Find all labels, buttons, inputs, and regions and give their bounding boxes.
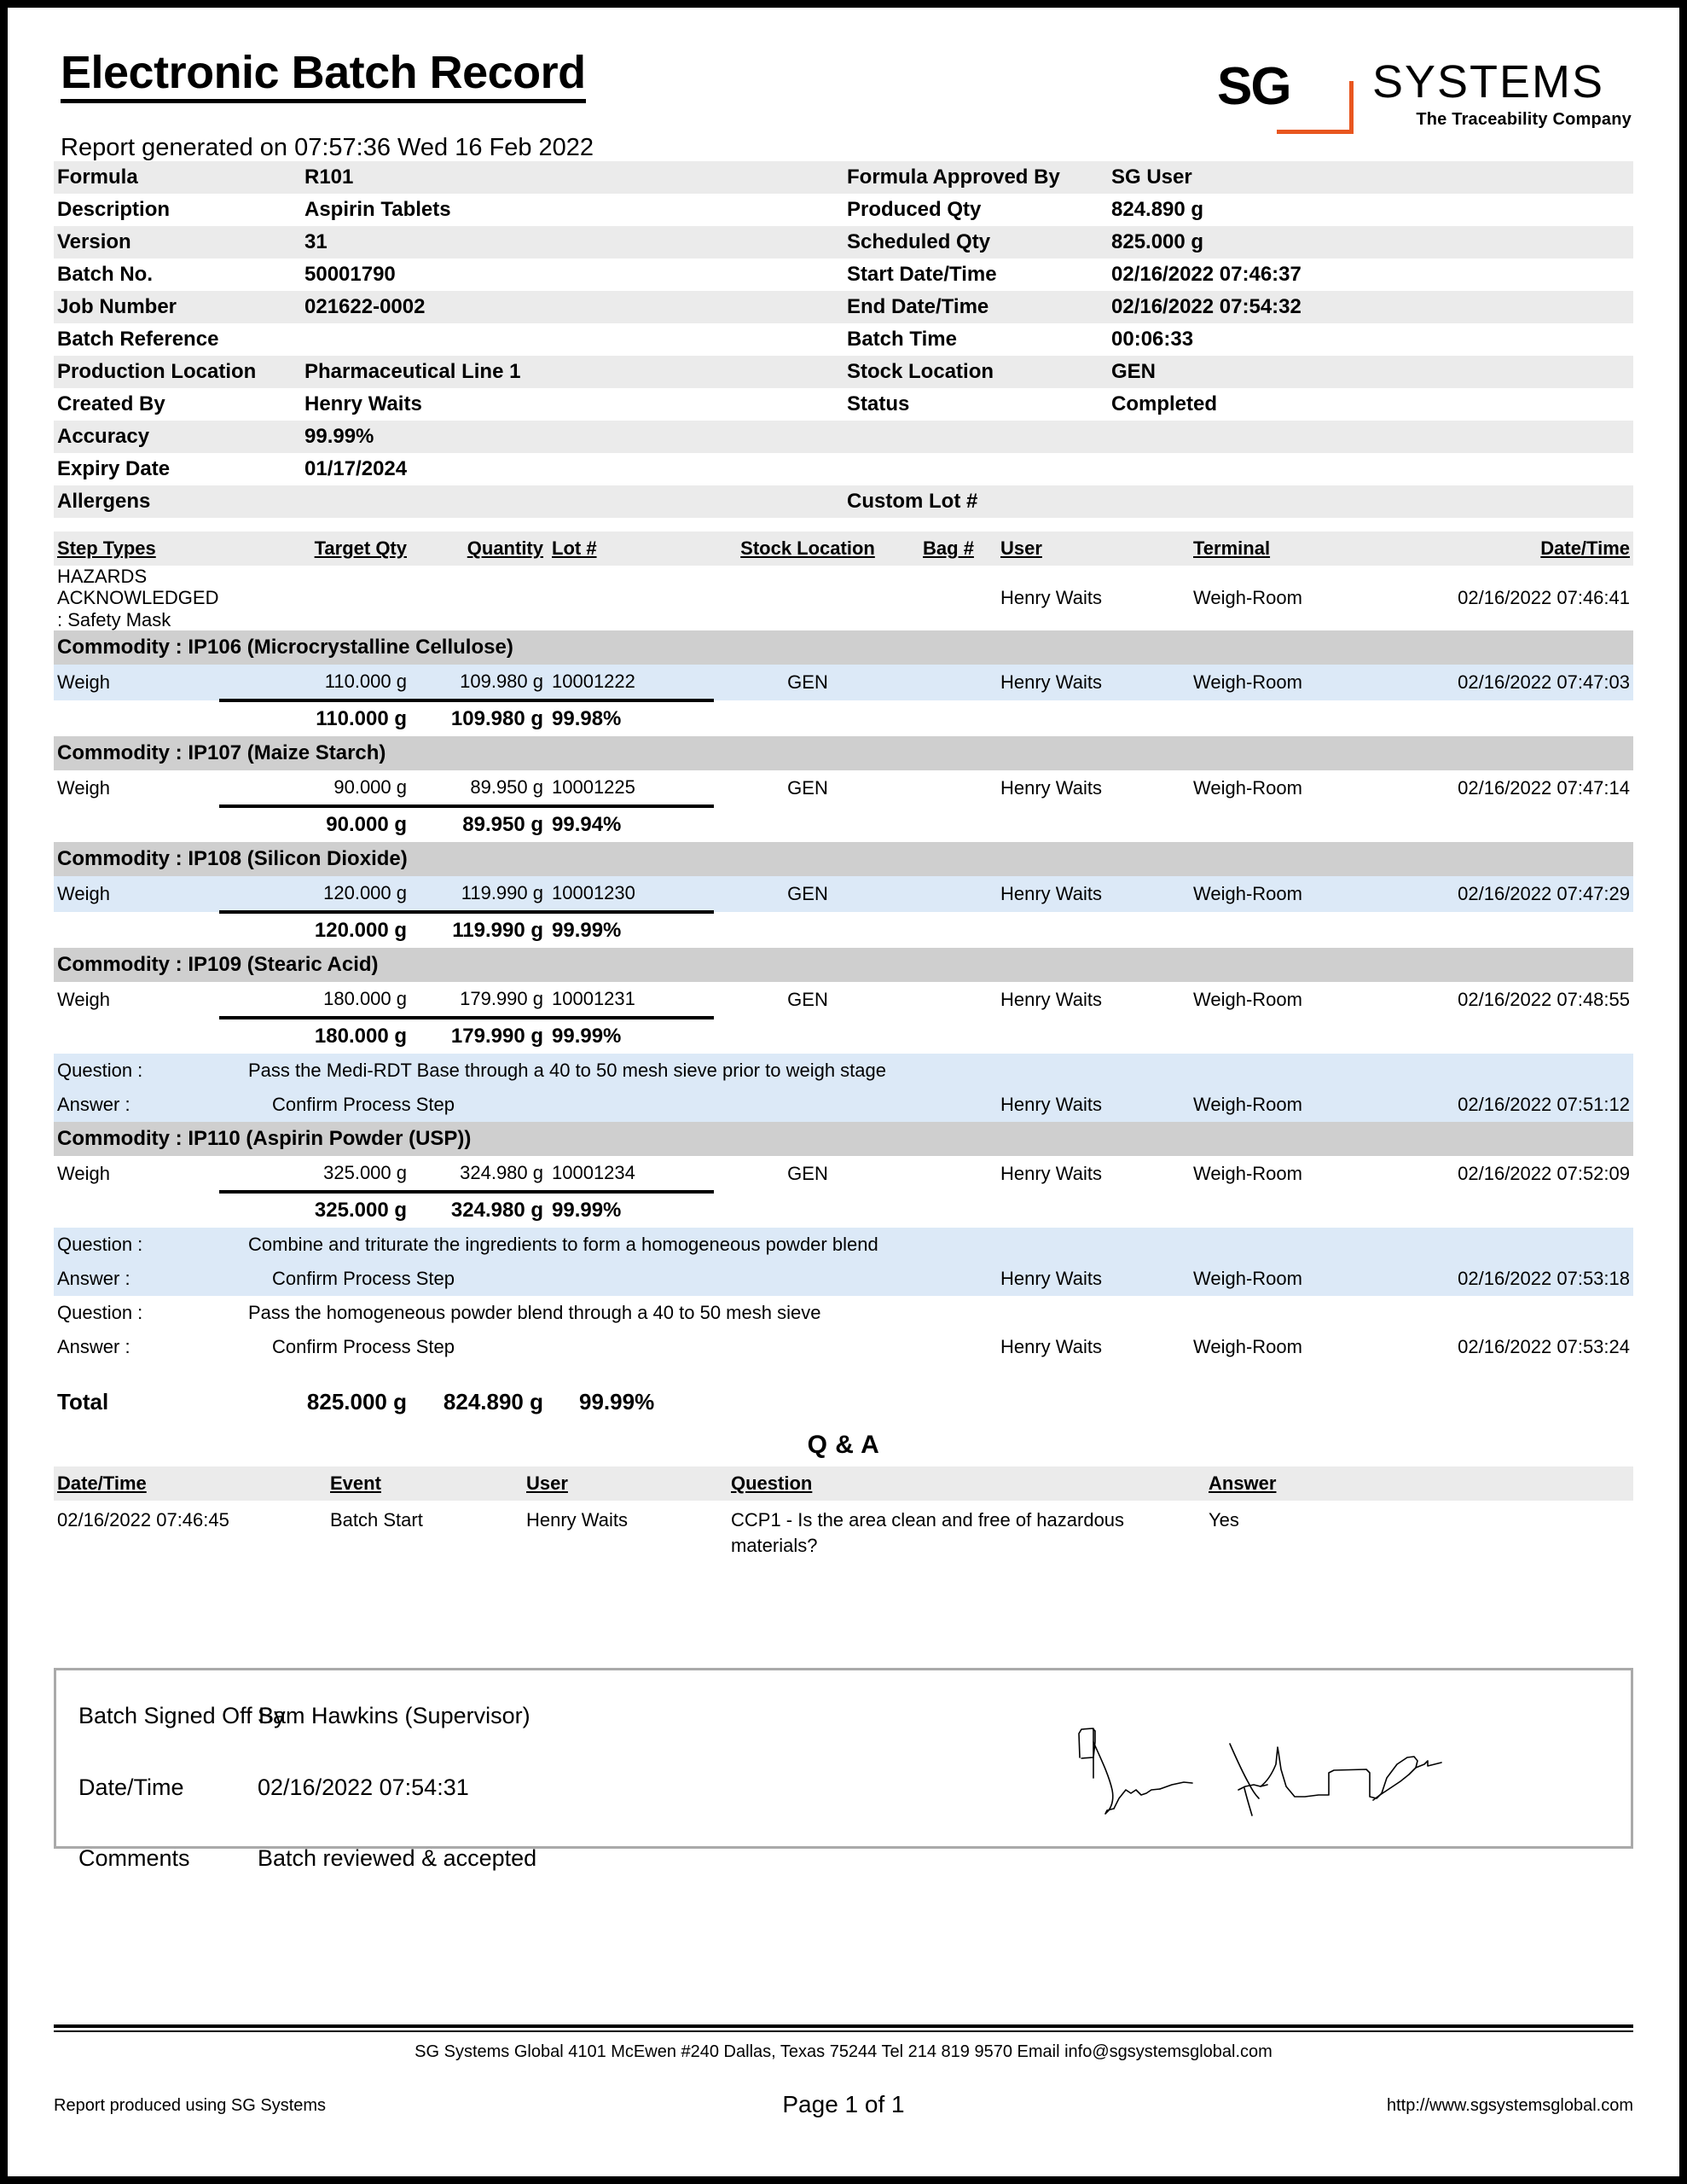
subtotal-quantity: 109.980 g — [407, 700, 543, 736]
question-text: Pass the Medi-RDT Base through a 40 to 50 mesh sieve prior to weigh stage — [219, 1054, 995, 1088]
step-datetime: 02/16/2022 07:48:55 — [1389, 982, 1633, 1018]
info-row-left-key: Production Location — [54, 356, 304, 388]
question-spacer-terminal — [1188, 1054, 1389, 1088]
subtotal-accuracy: 99.98% — [543, 700, 714, 736]
logo-tagline: The Traceability Company — [1416, 110, 1632, 129]
step-quantity: 179.990 g — [407, 982, 543, 1018]
commodity-subtotal-row — [54, 806, 1633, 842]
step-lot — [543, 566, 714, 630]
info-row-right-value: 02/16/2022 07:54:32 — [1111, 291, 1633, 323]
step-target-qty: 90.000 g — [219, 770, 407, 806]
subtotal-target-qty: 120.000 g — [219, 912, 407, 948]
question-spacer-user — [995, 1228, 1188, 1262]
total-spacer-stock — [714, 1364, 901, 1415]
qa-col-answer: Answer — [1209, 1472, 1277, 1495]
step-datetime: 02/16/2022 07:46:41 — [1389, 566, 1633, 630]
total-label: Total — [57, 1389, 109, 1414]
page-title: Electronic Batch Record — [61, 49, 586, 103]
info-row-right-value: 825.000 g — [1111, 226, 1633, 258]
answer-user: Henry Waits — [995, 1262, 1188, 1296]
info-row — [54, 194, 1633, 226]
footer-website-url: http://www.sgsystemsglobal.com — [1387, 2096, 1633, 2115]
col-bag: Bag # — [923, 537, 974, 560]
step-row — [54, 1156, 1633, 1192]
subtotal-spacer-bag — [901, 1018, 995, 1054]
answer-row — [54, 1088, 1633, 1122]
question-text: Pass the homogeneous powder blend through a 40 to 50 mesh sieve — [248, 1302, 821, 1324]
question-row — [54, 1296, 1633, 1330]
info-row-right-value: Completed — [1111, 392, 1218, 415]
qa-table-header — [54, 1467, 1633, 1501]
step-type: HAZARDS ACKNOWLEDGED : Safety Mask — [54, 566, 219, 630]
step-type: Weigh — [54, 1156, 219, 1192]
subtotal-spacer-datetime — [1389, 806, 1633, 842]
subtotal-accuracy: 99.99% — [543, 912, 714, 948]
question-text: Combine and triturate the ingredients to form a homogeneous powder blend — [219, 1228, 995, 1262]
step-user: Henry Waits — [995, 770, 1188, 806]
step-stock-location: GEN — [714, 665, 901, 700]
subtotal-spacer-terminal — [1188, 806, 1389, 842]
subtotal-spacer — [54, 1192, 219, 1228]
step-row — [54, 982, 1633, 1018]
info-row-left-key: Batch No. — [57, 263, 154, 286]
subtotal-quantity: 324.980 g — [407, 1192, 543, 1228]
answer-text: Confirm Process Step — [219, 1088, 995, 1122]
answer-terminal: Weigh-Room — [1193, 1336, 1302, 1358]
subtotal-spacer — [54, 1018, 219, 1054]
question-label: Question : — [57, 1302, 143, 1324]
info-row-right-value — [1111, 453, 1633, 485]
commodity-label: Commodity : IP106 (Microcrystalline Cellulose) — [54, 630, 1633, 665]
info-row-left-value — [304, 323, 847, 356]
signed-off-by-label: Batch Signed Off By — [78, 1702, 286, 1728]
col-quantity: Quantity — [467, 537, 543, 560]
question-label: Question : — [54, 1054, 219, 1088]
qa-answer: Yes — [1209, 1508, 1239, 1531]
step-quantity — [407, 566, 543, 630]
total-spacer-bag — [901, 1364, 995, 1415]
step-stock-location: GEN — [714, 1156, 901, 1192]
batch-info-table — [54, 161, 1633, 518]
step-row — [54, 566, 1633, 630]
subtotal-spacer-datetime — [1389, 912, 1633, 948]
signoff-datetime-value: 02/16/2022 07:54:31 — [258, 1774, 469, 1800]
subtotal-spacer-terminal — [1188, 700, 1389, 736]
info-row-right-value: 00:06:33 — [1111, 328, 1194, 351]
info-row-left-value: 01/17/2024 — [304, 457, 408, 480]
logo-bracket-icon — [1306, 81, 1354, 134]
subtotal-accuracy: 99.99% — [543, 1192, 714, 1228]
col-datetime: Date/Time — [1540, 537, 1630, 560]
answer-datetime: 02/16/2022 07:51:12 — [1389, 1088, 1633, 1122]
step-quantity: 119.990 g — [407, 876, 543, 912]
info-row-left-key: Job Number — [54, 291, 304, 323]
step-quantity: 89.950 g — [407, 770, 543, 806]
info-row-right-value: 824.890 g — [1111, 198, 1204, 221]
step-quantity: 324.980 g — [407, 1156, 543, 1192]
step-terminal: Weigh-Room — [1188, 770, 1389, 806]
step-datetime: 02/16/2022 07:47:03 — [1389, 665, 1633, 700]
step-terminal: Weigh-Room — [1188, 665, 1389, 700]
question-spacer-terminal — [1188, 1228, 1389, 1262]
question-spacer-datetime — [1389, 1296, 1633, 1330]
qa-datetime: 02/16/2022 07:46:45 — [57, 1508, 229, 1531]
subtotal-spacer-bag — [901, 1192, 995, 1228]
footer-divider — [54, 2024, 1633, 2032]
subtotal-spacer-datetime — [1389, 700, 1633, 736]
subtotal-target-qty: 325.000 g — [219, 1192, 407, 1228]
step-terminal: Weigh-Room — [1188, 566, 1389, 630]
info-row — [54, 161, 1633, 194]
step-user: Henry Waits — [995, 1156, 1188, 1192]
step-terminal: Weigh-Room — [1188, 982, 1389, 1018]
info-row-right-key: End Date/Time — [847, 291, 1111, 323]
commodity-subtotal-row — [54, 912, 1633, 948]
total-spacer-terminal — [1188, 1364, 1389, 1415]
commodity-subtotal-row — [54, 1018, 1633, 1054]
subtotal-spacer-stock — [714, 806, 901, 842]
info-row — [54, 258, 1633, 291]
answer-row — [54, 1330, 1633, 1364]
footer-row — [54, 2091, 1633, 2125]
step-lot: 10001222 — [543, 665, 714, 700]
question-row — [54, 1228, 1633, 1262]
question-spacer-datetime — [1389, 1228, 1633, 1262]
commodity-subtotal-row — [54, 1192, 1633, 1228]
info-row-left-value: 99.99% — [304, 421, 847, 453]
subtotal-spacer-datetime — [1389, 1018, 1633, 1054]
subtotal-accuracy: 99.94% — [543, 806, 714, 842]
signature-image — [1063, 1708, 1455, 1819]
info-row-right-value: GEN — [1111, 356, 1633, 388]
subtotal-spacer — [54, 700, 219, 736]
info-row — [54, 453, 1633, 485]
answer-datetime: 02/16/2022 07:53:24 — [1458, 1336, 1630, 1358]
qa-col-datetime: Date/Time — [57, 1472, 147, 1495]
subtotal-target-qty: 180.000 g — [219, 1018, 407, 1054]
col-lot: Lot # — [552, 537, 597, 560]
step-target-qty: 120.000 g — [219, 876, 407, 912]
info-row-right-key: Status — [847, 392, 910, 415]
step-datetime: 02/16/2022 07:52:09 — [1389, 1156, 1633, 1192]
question-spacer-user — [995, 1296, 1188, 1330]
qa-col-user: User — [526, 1472, 568, 1495]
answer-label: Answer : — [54, 1088, 219, 1122]
steps-table-header — [54, 531, 1633, 566]
info-row — [54, 421, 1633, 453]
steps-table — [54, 531, 1633, 1415]
subtotal-spacer-terminal — [1188, 1192, 1389, 1228]
step-bag — [901, 982, 995, 1018]
step-lot: 10001225 — [543, 770, 714, 806]
qa-event: Batch Start — [330, 1508, 423, 1531]
info-row-left-key: Description — [57, 198, 171, 221]
info-row-left-key: Expiry Date — [57, 457, 171, 480]
answer-user: Henry Waits — [995, 1088, 1188, 1122]
subtotal-spacer-user — [995, 1192, 1188, 1228]
step-datetime: 02/16/2022 07:47:29 — [1389, 876, 1633, 912]
info-row-right-key: Produced Qty — [847, 198, 982, 221]
subtotal-spacer-stock — [714, 700, 901, 736]
col-step-types: Step Types — [57, 537, 156, 560]
info-row-left-key: Allergens — [54, 485, 304, 518]
subtotal-spacer-datetime — [1389, 1192, 1633, 1228]
info-row-left-key: Version — [54, 226, 304, 258]
subtotal-spacer-bag — [901, 806, 995, 842]
answer-label: Answer : — [54, 1262, 219, 1296]
info-row-right-key: Stock Location — [847, 356, 1111, 388]
qa-question: CCP1 - Is the area clean and free of hazardous materials? — [731, 1508, 1125, 1556]
step-target-qty: 180.000 g — [219, 982, 407, 1018]
commodity-label: Commodity : IP107 (Maize Starch) — [54, 736, 1633, 770]
step-stock-location: GEN — [714, 876, 901, 912]
total-spacer-user — [995, 1364, 1188, 1415]
subtotal-spacer-bag — [901, 912, 995, 948]
info-row-left-value: 31 — [304, 226, 847, 258]
qa-user: Henry Waits — [526, 1508, 628, 1531]
commodity-header-row — [54, 1122, 1633, 1156]
subtotal-spacer-terminal — [1188, 912, 1389, 948]
commodity-header-row — [54, 736, 1633, 770]
report-header — [54, 8, 1633, 161]
subtotal-spacer-stock — [714, 1192, 901, 1228]
sg-systems-logo — [1205, 57, 1632, 139]
info-row-left-value: 021622-0002 — [304, 291, 847, 323]
info-row-right-key — [847, 453, 1111, 485]
step-target-qty — [219, 566, 407, 630]
subtotal-spacer-bag — [901, 700, 995, 736]
steps-total-row — [54, 1364, 1633, 1415]
step-bag — [901, 876, 995, 912]
qa-table-row — [54, 1501, 1633, 1567]
step-lot: 10001234 — [543, 1156, 714, 1192]
total-quantity: 824.890 g — [443, 1389, 543, 1414]
step-user: Henry Waits — [995, 982, 1188, 1018]
step-user: Henry Waits — [995, 566, 1188, 630]
step-stock-location — [714, 566, 901, 630]
logo-company-name: SYSTEMS — [1372, 56, 1605, 107]
step-stock-location: GEN — [714, 982, 901, 1018]
step-row — [54, 665, 1633, 700]
qa-col-question: Question — [731, 1472, 813, 1495]
info-row-left-value: R101 — [304, 161, 847, 194]
info-row — [54, 388, 1633, 421]
commodity-header-row — [54, 630, 1633, 665]
col-terminal: Terminal — [1193, 537, 1271, 560]
footer-page-number: Page 1 of 1 — [782, 2091, 905, 2117]
step-terminal: Weigh-Room — [1188, 876, 1389, 912]
footer-produced-by: Report produced using SG Systems — [54, 2096, 327, 2115]
step-datetime: 02/16/2022 07:47:14 — [1389, 770, 1633, 806]
info-row-left-key: Batch Reference — [57, 328, 219, 351]
info-row-left-key: Accuracy — [54, 421, 304, 453]
total-spacer-datetime — [1389, 1364, 1633, 1415]
signoff-comments-label: Comments — [78, 1844, 190, 1871]
commodity-header-row — [54, 948, 1633, 982]
step-terminal: Weigh-Room — [1188, 1156, 1389, 1192]
signoff-box — [54, 1668, 1633, 1871]
page-content — [8, 8, 1679, 2176]
step-target-qty: 110.000 g — [219, 665, 407, 700]
info-row-left-value — [304, 485, 847, 518]
answer-terminal: Weigh-Room — [1188, 1088, 1389, 1122]
question-spacer-datetime — [1389, 1054, 1633, 1088]
col-stock-location: Stock Location — [740, 537, 875, 560]
info-row — [54, 323, 1633, 356]
qa-col-event: Event — [330, 1472, 381, 1495]
subtotal-spacer-terminal — [1188, 1018, 1389, 1054]
info-row-right-key: Custom Lot # — [847, 485, 1111, 518]
question-row — [54, 1054, 1633, 1088]
info-row-left-value: 50001790 — [304, 263, 396, 286]
subtotal-quantity: 179.990 g — [407, 1018, 543, 1054]
info-row-left-key: Created By — [57, 392, 165, 415]
logo-mark-text: SG — [1217, 57, 1290, 116]
info-row — [54, 226, 1633, 258]
question-label: Question : — [54, 1228, 219, 1262]
commodity-header-row — [54, 842, 1633, 876]
answer-datetime: 02/16/2022 07:53:18 — [1389, 1262, 1633, 1296]
commodity-label: Commodity : IP110 (Aspirin Powder (USP)) — [54, 1122, 1633, 1156]
col-target-qty: Target Qty — [314, 537, 407, 560]
step-user: Henry Waits — [995, 876, 1188, 912]
step-type: Weigh — [54, 982, 219, 1018]
step-type: Weigh — [54, 770, 219, 806]
step-bag — [901, 566, 995, 630]
info-row-left-value: Pharmaceutical Line 1 — [304, 356, 847, 388]
subtotal-target-qty: 90.000 g — [219, 806, 407, 842]
subtotal-spacer-stock — [714, 1018, 901, 1054]
commodity-label: Commodity : IP109 (Stearic Acid) — [54, 948, 1633, 982]
info-row-right-value: SG User — [1111, 161, 1633, 194]
step-bag — [901, 665, 995, 700]
info-row — [54, 356, 1633, 388]
answer-label: Answer : — [57, 1336, 130, 1358]
info-row-left-value: Henry Waits — [304, 392, 422, 415]
step-lot: 10001231 — [543, 982, 714, 1018]
info-row-left-key: Formula — [54, 161, 304, 194]
info-row-right-key: Batch Time — [847, 328, 957, 351]
info-row-right-value — [1111, 421, 1633, 453]
subtotal-spacer-user — [995, 912, 1188, 948]
info-row — [54, 485, 1633, 518]
info-row — [54, 291, 1633, 323]
question-spacer-terminal — [1188, 1296, 1389, 1330]
subtotal-spacer — [54, 806, 219, 842]
subtotal-accuracy: 99.99% — [543, 1018, 714, 1054]
step-bag — [901, 770, 995, 806]
signoff-datetime-label: Date/Time — [78, 1774, 184, 1800]
total-target-qty: 825.000 g — [306, 1389, 407, 1414]
answer-text: Confirm Process Step — [272, 1336, 455, 1358]
qa-table — [54, 1467, 1633, 1567]
step-quantity: 109.980 g — [407, 665, 543, 700]
answer-text: Confirm Process Step — [219, 1262, 995, 1296]
subtotal-spacer-user — [995, 700, 1188, 736]
qa-section-title: Q & A — [807, 1430, 880, 1459]
subtotal-target-qty: 110.000 g — [219, 700, 407, 736]
commodity-label: Commodity : IP108 (Silicon Dioxide) — [54, 842, 1633, 876]
info-row-right-key: Formula Approved By — [847, 161, 1111, 194]
commodity-subtotal-row — [54, 700, 1633, 736]
step-type: Weigh — [54, 876, 219, 912]
subtotal-spacer-user — [995, 806, 1188, 842]
col-user: User — [1000, 537, 1042, 560]
subtotal-quantity: 89.950 g — [407, 806, 543, 842]
subtotal-quantity: 119.990 g — [407, 912, 543, 948]
footer-address: SG Systems Global 4101 McEwen #240 Dallas, Texas 75244 Tel 214 819 9570 Email info@sgsystemsglobal.com — [415, 2042, 1272, 2061]
answer-row — [54, 1262, 1633, 1296]
signoff-comments-value: Batch reviewed & accepted — [258, 1844, 537, 1871]
step-bag — [901, 1156, 995, 1192]
info-row-right-value — [1111, 485, 1633, 518]
step-stock-location: GEN — [714, 770, 901, 806]
step-user: Henry Waits — [995, 665, 1188, 700]
question-spacer-user — [995, 1054, 1188, 1088]
info-row-right-key — [847, 421, 1111, 453]
step-type: Weigh — [54, 665, 219, 700]
report-generated-timestamp: Report generated on 07:57:36 Wed 16 Feb 2022 — [61, 134, 594, 161]
info-row-right-key: Scheduled Qty — [847, 226, 1111, 258]
subtotal-spacer — [54, 912, 219, 948]
step-target-qty: 325.000 g — [219, 1156, 407, 1192]
info-row-left-value: Aspirin Tablets — [304, 198, 451, 221]
total-accuracy: 99.99% — [579, 1389, 655, 1414]
subtotal-spacer-stock — [714, 912, 901, 948]
subtotal-spacer-user — [995, 1018, 1188, 1054]
page-footer — [54, 2024, 1633, 2125]
signed-off-by-value: Sam Hawkins (Supervisor) — [258, 1702, 530, 1728]
info-row-right-value: 02/16/2022 07:46:37 — [1111, 263, 1301, 286]
step-lot: 10001230 — [543, 876, 714, 912]
info-row-right-key: Start Date/Time — [847, 263, 997, 286]
answer-terminal: Weigh-Room — [1188, 1262, 1389, 1296]
step-row — [54, 876, 1633, 912]
answer-user: Henry Waits — [1000, 1336, 1102, 1358]
step-row — [54, 770, 1633, 806]
